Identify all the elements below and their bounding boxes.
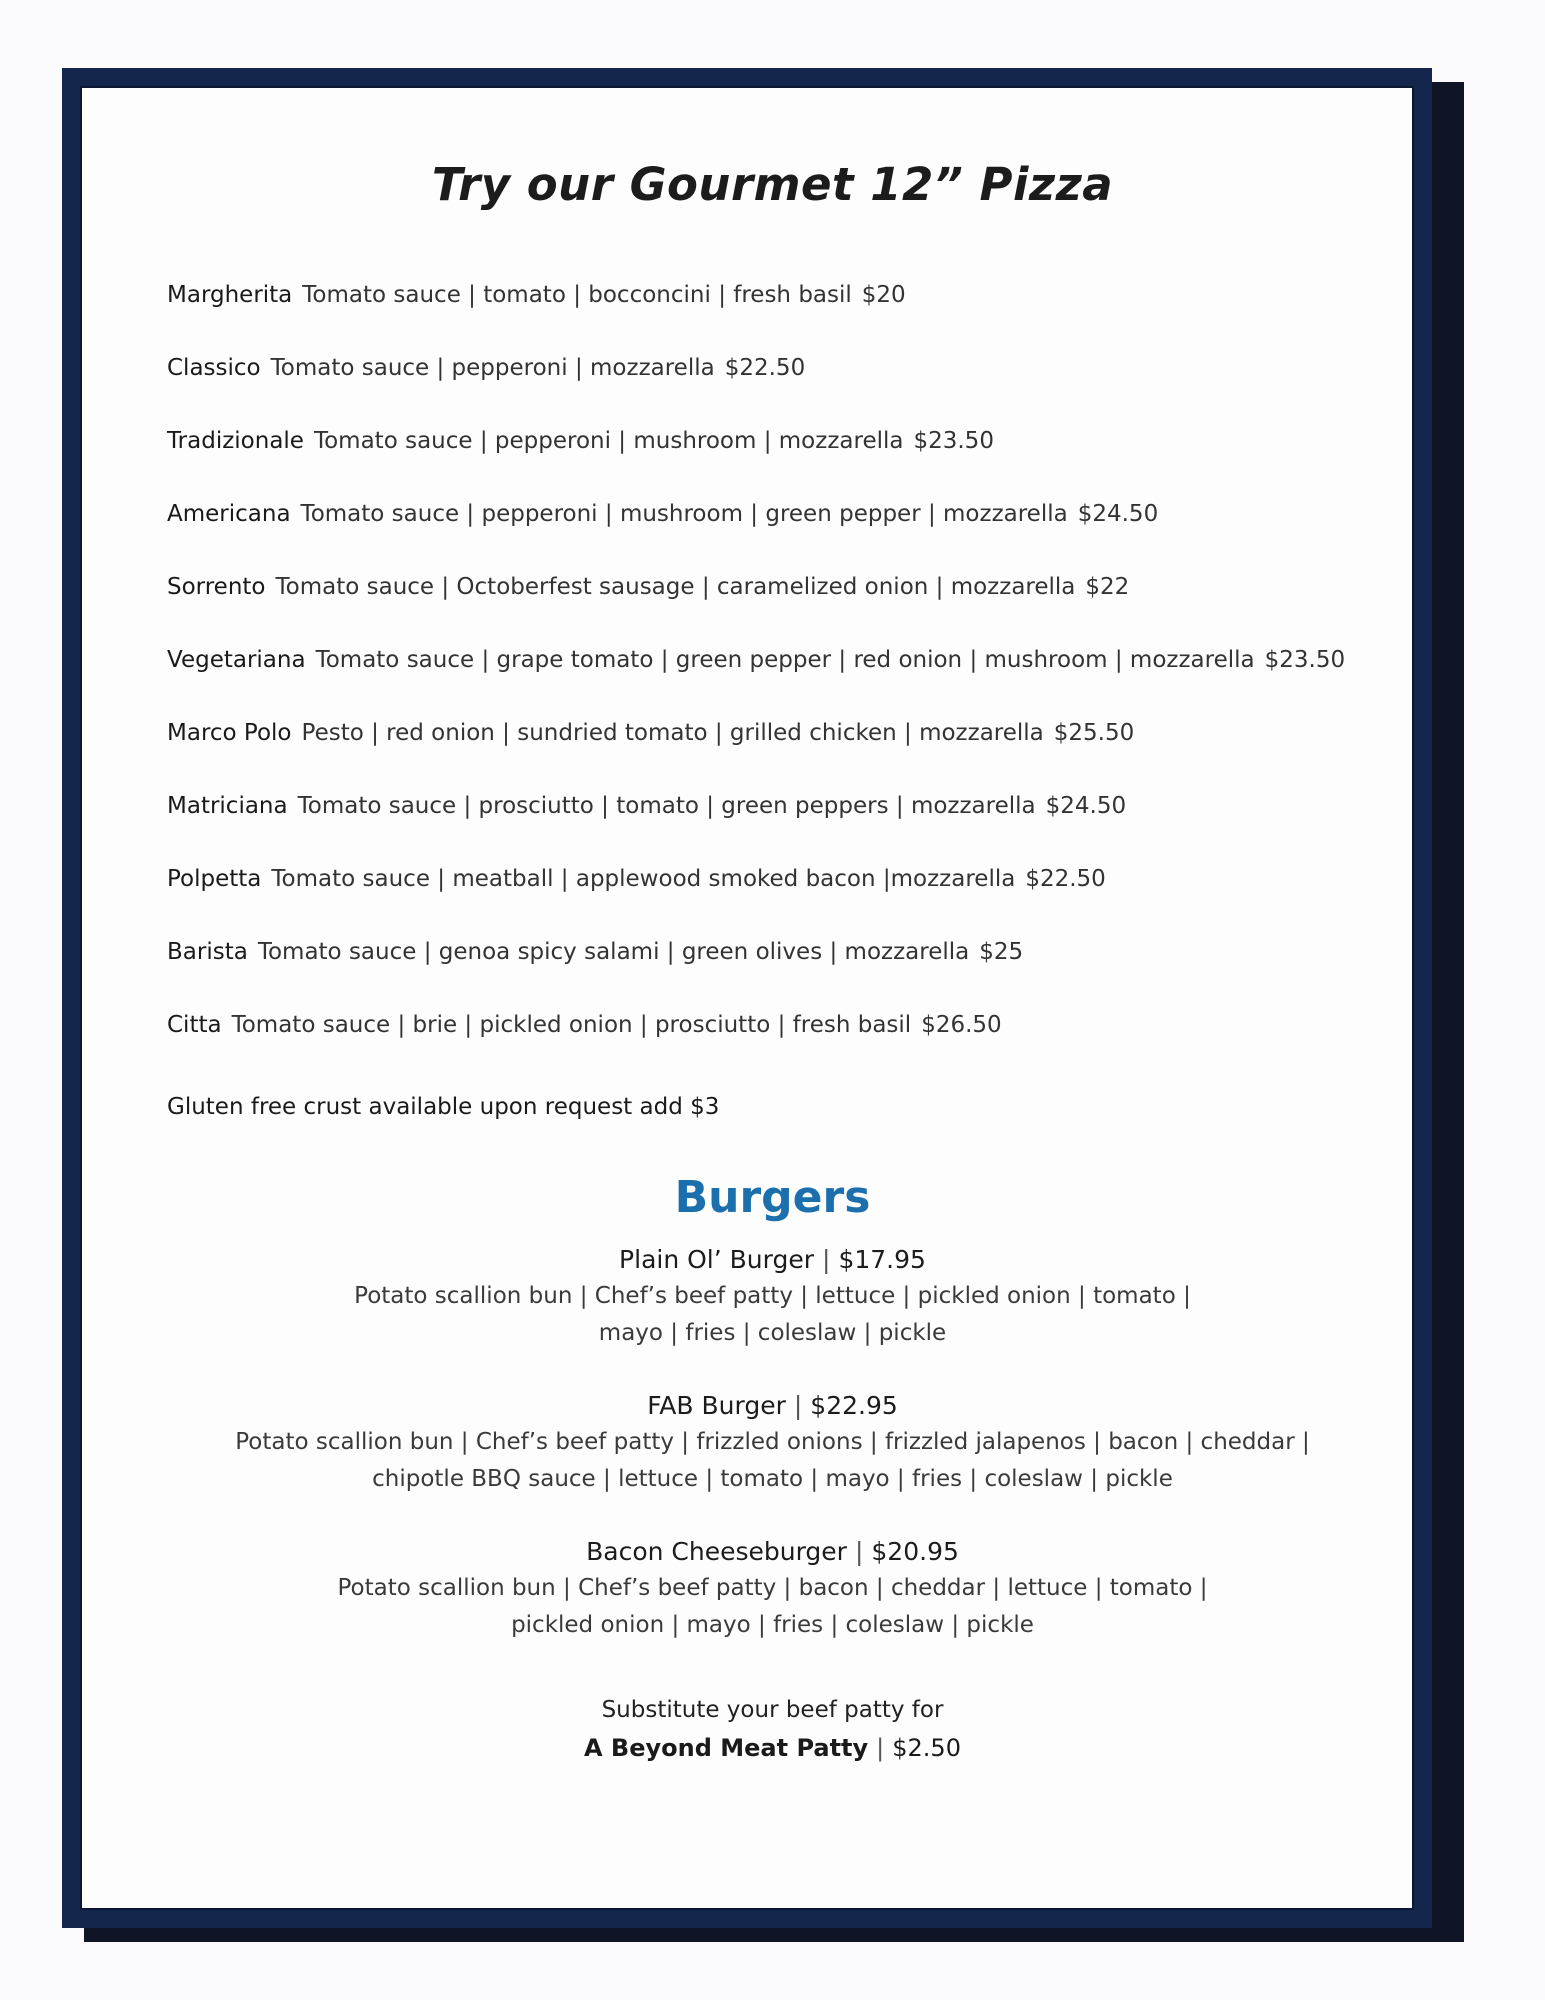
pizza-price: $22.50	[724, 355, 806, 381]
burger-heading	[0, 1242, 1545, 1278]
burgers-heading: Burgers	[674, 1172, 871, 1223]
burger-item	[0, 1534, 1545, 1644]
pizza-name: Polpetta	[167, 866, 262, 892]
pizza-description: Tomato sauce | tomato | bocconcini | fresh basil	[302, 282, 852, 308]
burger-price: $22.95	[810, 1391, 898, 1420]
pizza-price: $23.50	[1264, 647, 1346, 673]
pizza-description: Tomato sauce | genoa spicy salami | green olives | mozzarella	[257, 939, 970, 965]
burger-name: FAB Burger	[647, 1391, 786, 1420]
substitute-note	[0, 1692, 1545, 1768]
burger-item	[0, 1388, 1545, 1498]
pizza-price: $25	[979, 939, 1024, 965]
separator: |	[793, 1391, 803, 1420]
pizza-item	[167, 572, 1367, 645]
separator: |	[876, 1734, 885, 1762]
pizza-price: $24.50	[1045, 793, 1127, 819]
pizza-description: Tomato sauce | pepperoni | mushroom | mozzarella	[313, 428, 904, 454]
pizza-item	[167, 645, 1367, 718]
burger-item	[0, 1242, 1545, 1352]
burger-description: pickled onion | mayo | fries | coleslaw | pickle	[511, 1612, 1034, 1638]
pizza-price: $22.50	[1025, 866, 1106, 892]
pizza-name: Citta	[167, 1012, 222, 1038]
burger-heading	[0, 1388, 1545, 1424]
pizza-price: $25.50	[1053, 720, 1135, 746]
pizza-item	[167, 280, 1367, 353]
pizza-price: $24.50	[1077, 501, 1159, 527]
pizza-price: $20	[861, 282, 906, 308]
pizza-name: Barista	[167, 939, 248, 965]
pizza-item	[167, 499, 1367, 572]
burger-description: mayo | fries | coleslaw | pickle	[598, 1320, 947, 1346]
pizza-name: Matriciana	[167, 793, 288, 819]
burger-description: Potato scallion bun | Chef’s beef patty | frizzled onions | frizzled jalapenos | bacon | cheddar |	[235, 1429, 1310, 1455]
pizza-description: Tomato sauce | brie | pickled onion | prosciutto | fresh basil	[231, 1012, 912, 1038]
pizza-description: Tomato sauce | prosciutto | tomato | green peppers | mozzarella	[297, 793, 1036, 819]
pizza-name: Sorrento	[167, 574, 266, 600]
burger-description: Potato scallion bun | Chef’s beef patty | lettuce | pickled onion | tomato |	[354, 1283, 1191, 1309]
pizza-price: $23.50	[913, 428, 994, 454]
gluten-free-note: Gluten free crust available upon request add $3	[167, 1094, 720, 1120]
page-title: Try our Gourmet 12” Pizza	[431, 158, 1114, 211]
burger-price: $17.95	[838, 1245, 926, 1274]
burger-description: chipotle BBQ sauce | lettuce | tomato | mayo | fries | coleslaw | pickle	[372, 1466, 1173, 1492]
pizza-list	[167, 280, 1367, 1083]
pizza-item	[167, 937, 1367, 1010]
burger-name: Bacon Cheeseburger	[586, 1537, 847, 1566]
burger-heading	[0, 1534, 1545, 1570]
pizza-item	[167, 791, 1367, 864]
pizza-name: Americana	[167, 501, 291, 527]
pizza-item	[167, 426, 1367, 499]
pizza-description: Tomato sauce | Octoberfest sausage | caramelized onion | mozzarella	[275, 574, 1076, 600]
substitute-text: Substitute your beef patty for	[601, 1697, 944, 1723]
pizza-name: Marco Polo	[167, 720, 292, 746]
substitute-item	[0, 1728, 1545, 1768]
pizza-description: Tomato sauce | pepperoni | mozzarella	[270, 355, 715, 381]
separator: |	[854, 1537, 864, 1566]
substitute-name: A Beyond Meat Patty	[584, 1734, 869, 1762]
pizza-description: Tomato sauce | meatball | applewood smoked bacon |mozzarella	[271, 866, 1016, 892]
pizza-description: Tomato sauce | grape tomato | green pepper | red onion | mushroom | mozzarella	[315, 647, 1255, 673]
pizza-item	[167, 864, 1367, 937]
pizza-item	[167, 718, 1367, 791]
pizza-name: Classico	[167, 355, 261, 381]
pizza-name: Tradizionale	[167, 428, 304, 454]
pizza-item	[167, 353, 1367, 426]
burger-name: Plain Ol’ Burger	[619, 1245, 815, 1274]
burger-price: $20.95	[871, 1537, 959, 1566]
pizza-item	[167, 1010, 1367, 1083]
substitute-price: $2.50	[892, 1734, 961, 1762]
burger-list	[0, 1242, 1545, 1680]
pizza-name: Margherita	[167, 282, 293, 308]
pizza-description: Tomato sauce | pepperoni | mushroom | green pepper | mozzarella	[300, 501, 1068, 527]
pizza-description: Pesto | red onion | sundried tomato | grilled chicken | mozzarella	[301, 720, 1044, 746]
pizza-name: Vegetariana	[167, 647, 306, 673]
pizza-price: $22	[1085, 574, 1130, 600]
pizza-price: $26.50	[921, 1012, 1002, 1038]
separator: |	[822, 1245, 831, 1274]
burger-description: Potato scallion bun | Chef’s beef patty | bacon | cheddar | lettuce | tomato |	[337, 1575, 1208, 1601]
